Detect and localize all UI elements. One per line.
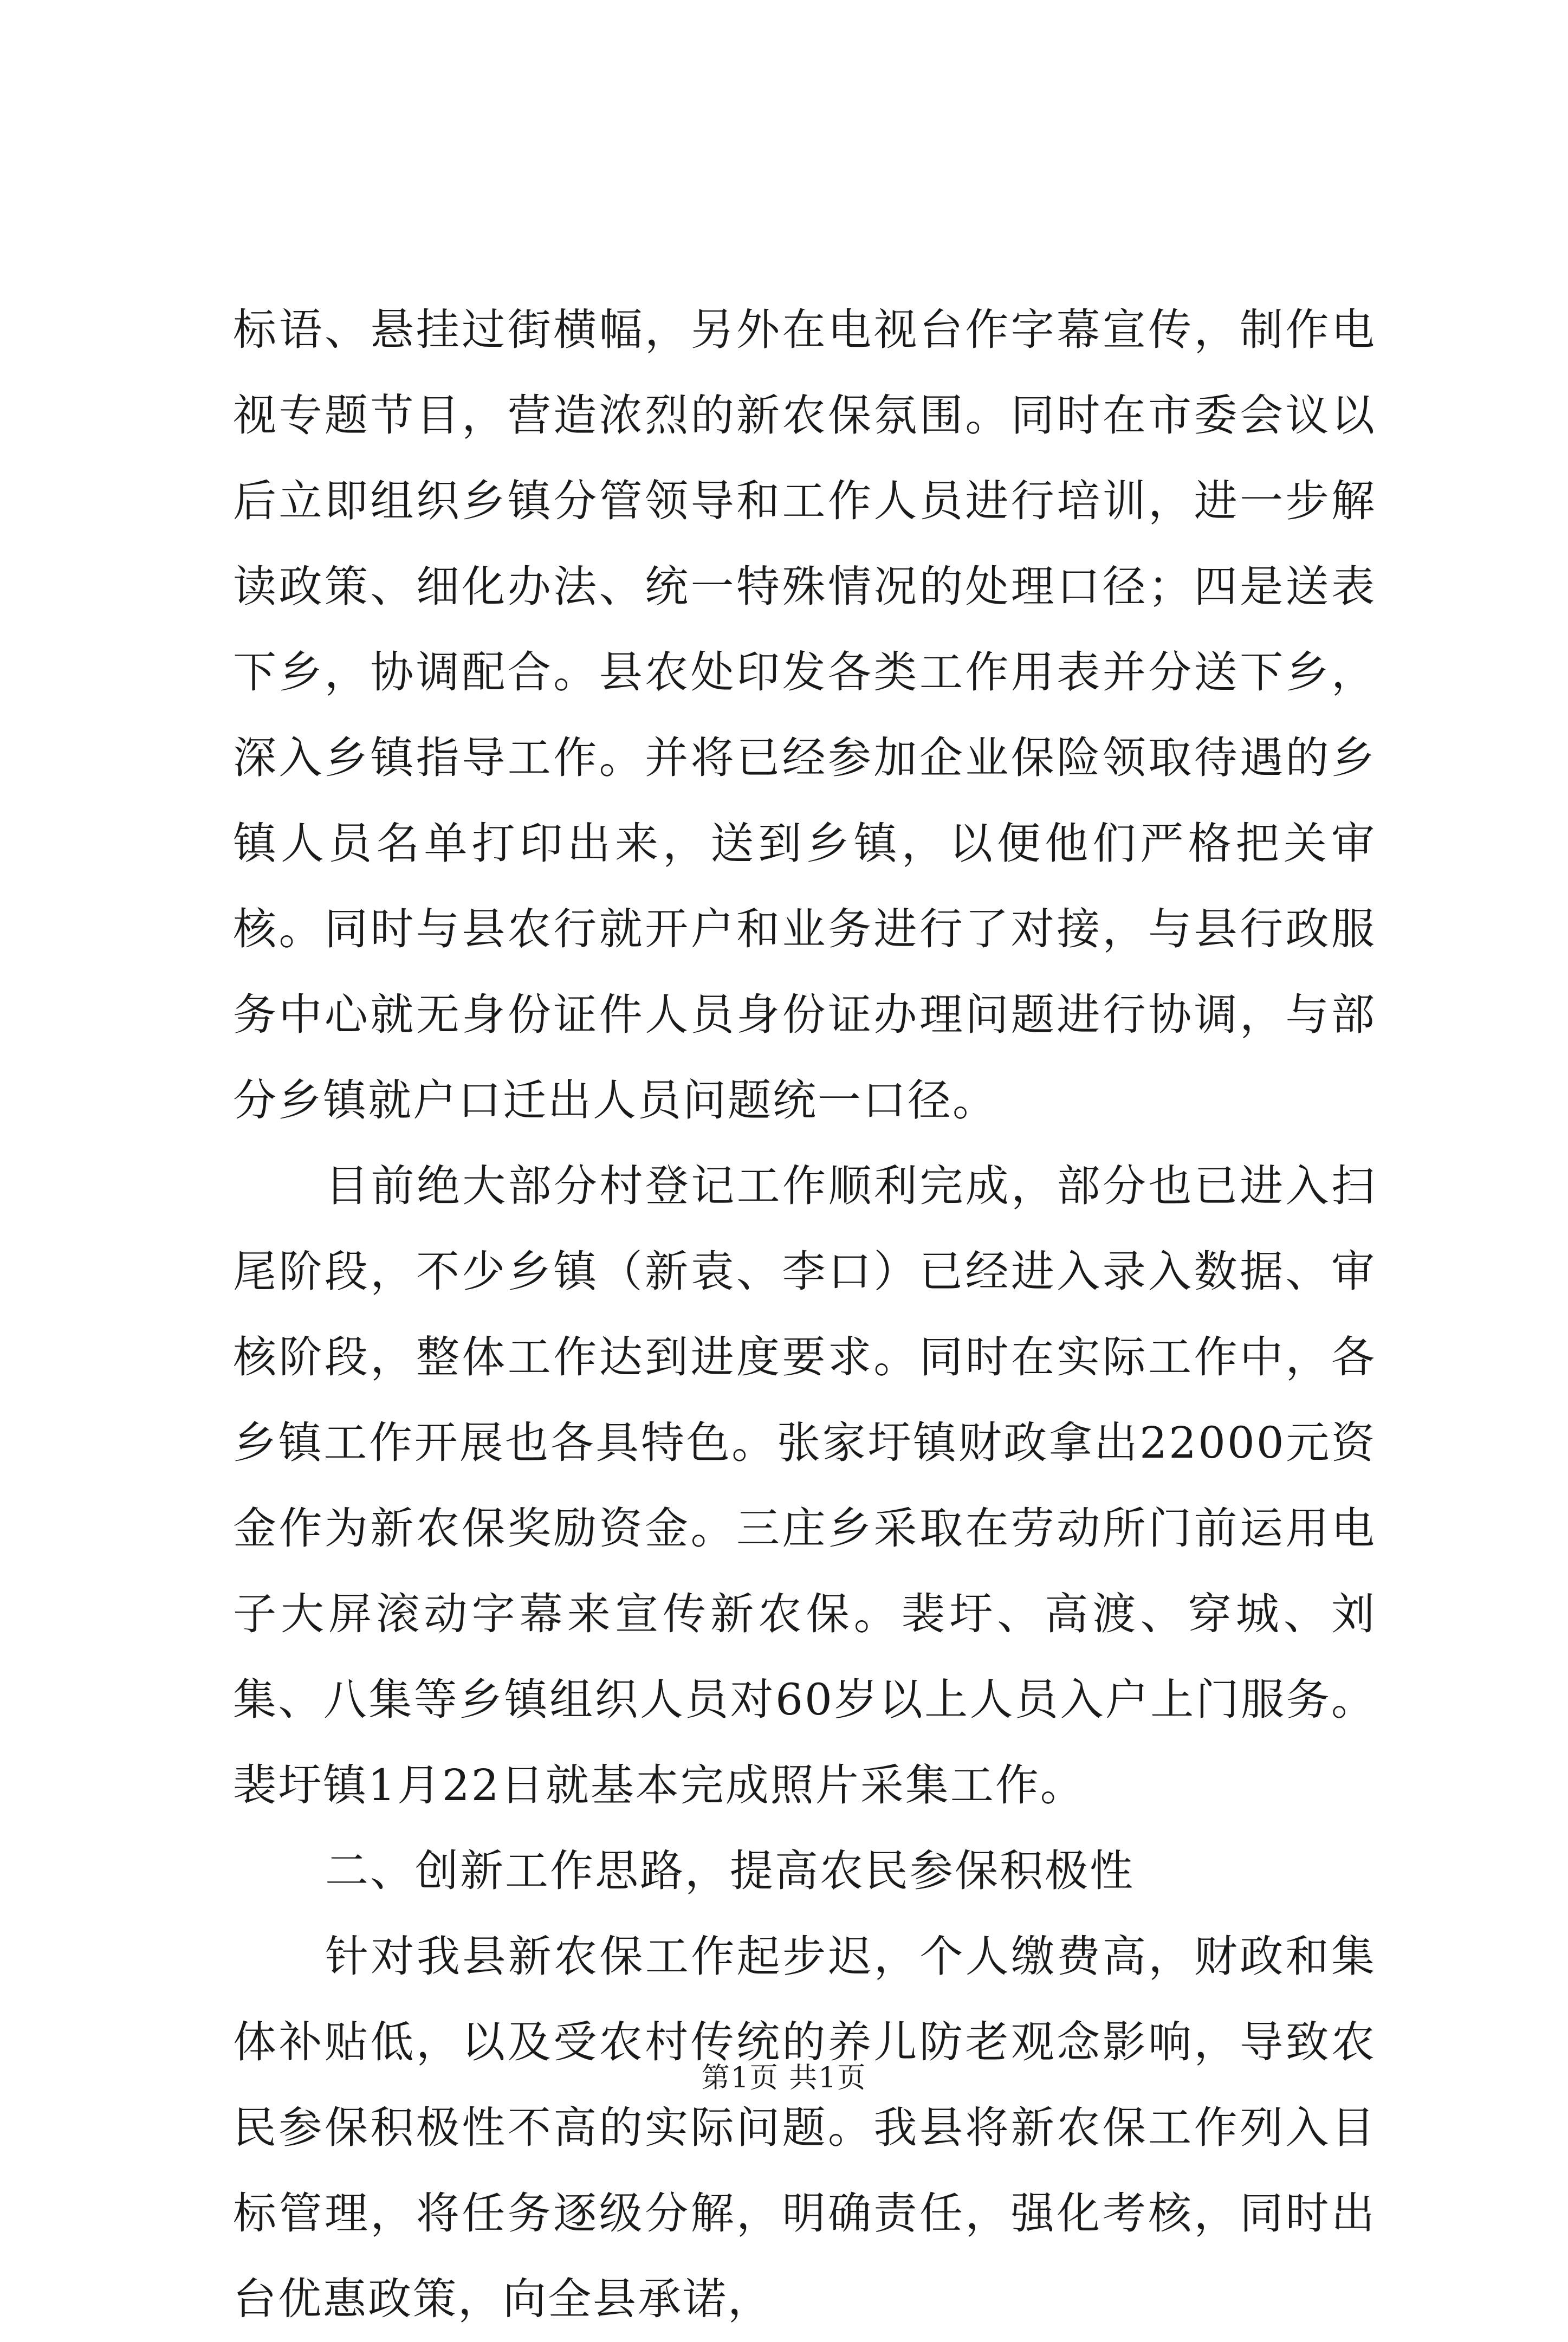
page-footer: 第1页 共1页 — [701, 2062, 867, 2094]
paragraph-3: 针对我县新农保工作起步迟，个人缴费高，财政和集体补贴低，以及受农村传统的养儿防老观念影响，导致农民参保积极性不高的实际问题。我县将新农保工作列入目标管理，将任务逐级分解，明确责任，强化考核，同时出台优惠政策，向全县承诺， — [233, 1931, 1376, 2324]
document-body — [233, 287, 1376, 2342]
paragraph-2: 目前绝大部分村登记工作顺利完成，部分也已进入扫尾阶段，不少乡镇（新袁、李口）已经进入录入数据、审核阶段，整体工作达到进度要求。同时在实际工作中，各乡镇工作开展也各具特色。张家圩镇财政拿出22000元资金作为新农保奖励资金。三庄乡采取在劳动所门前运用电子大屏滚动字幕来宣传新农保。裴圩、高渡、穿城、刘集、八集等乡镇组织人员对60岁以上人员入户上门服务。裴圩镇1月22日就基本完成照片采集工作。 — [233, 1161, 1376, 1810]
paragraph-1: 标语、悬挂过街横幅，另外在电视台作字幕宣传，制作电视专题节目，营造浓烈的新农保氛围。同时在市委会议以后立即组织乡镇分管领导和工作人员进行培训，进一步解读政策、细化办法、统一特殊情况的处理口径；四是送表下乡，协调配合。县农处印发各类工作用表并分送下乡，深入乡镇指导工作。并将已经参加企业保险领取待遇的乡镇人员名单打印出来，送到乡镇，以便他们严格把关审核。同时与县农行就开户和业务进行了对接，与县行政服务中心就无身份证件人员身份证办理问题进行协调，与部分乡镇就户口迁出人员问题统一口径。 — [233, 305, 1376, 1125]
section-heading: 二、创新工作思路，提高农民参保积极性 — [325, 1846, 1135, 1896]
